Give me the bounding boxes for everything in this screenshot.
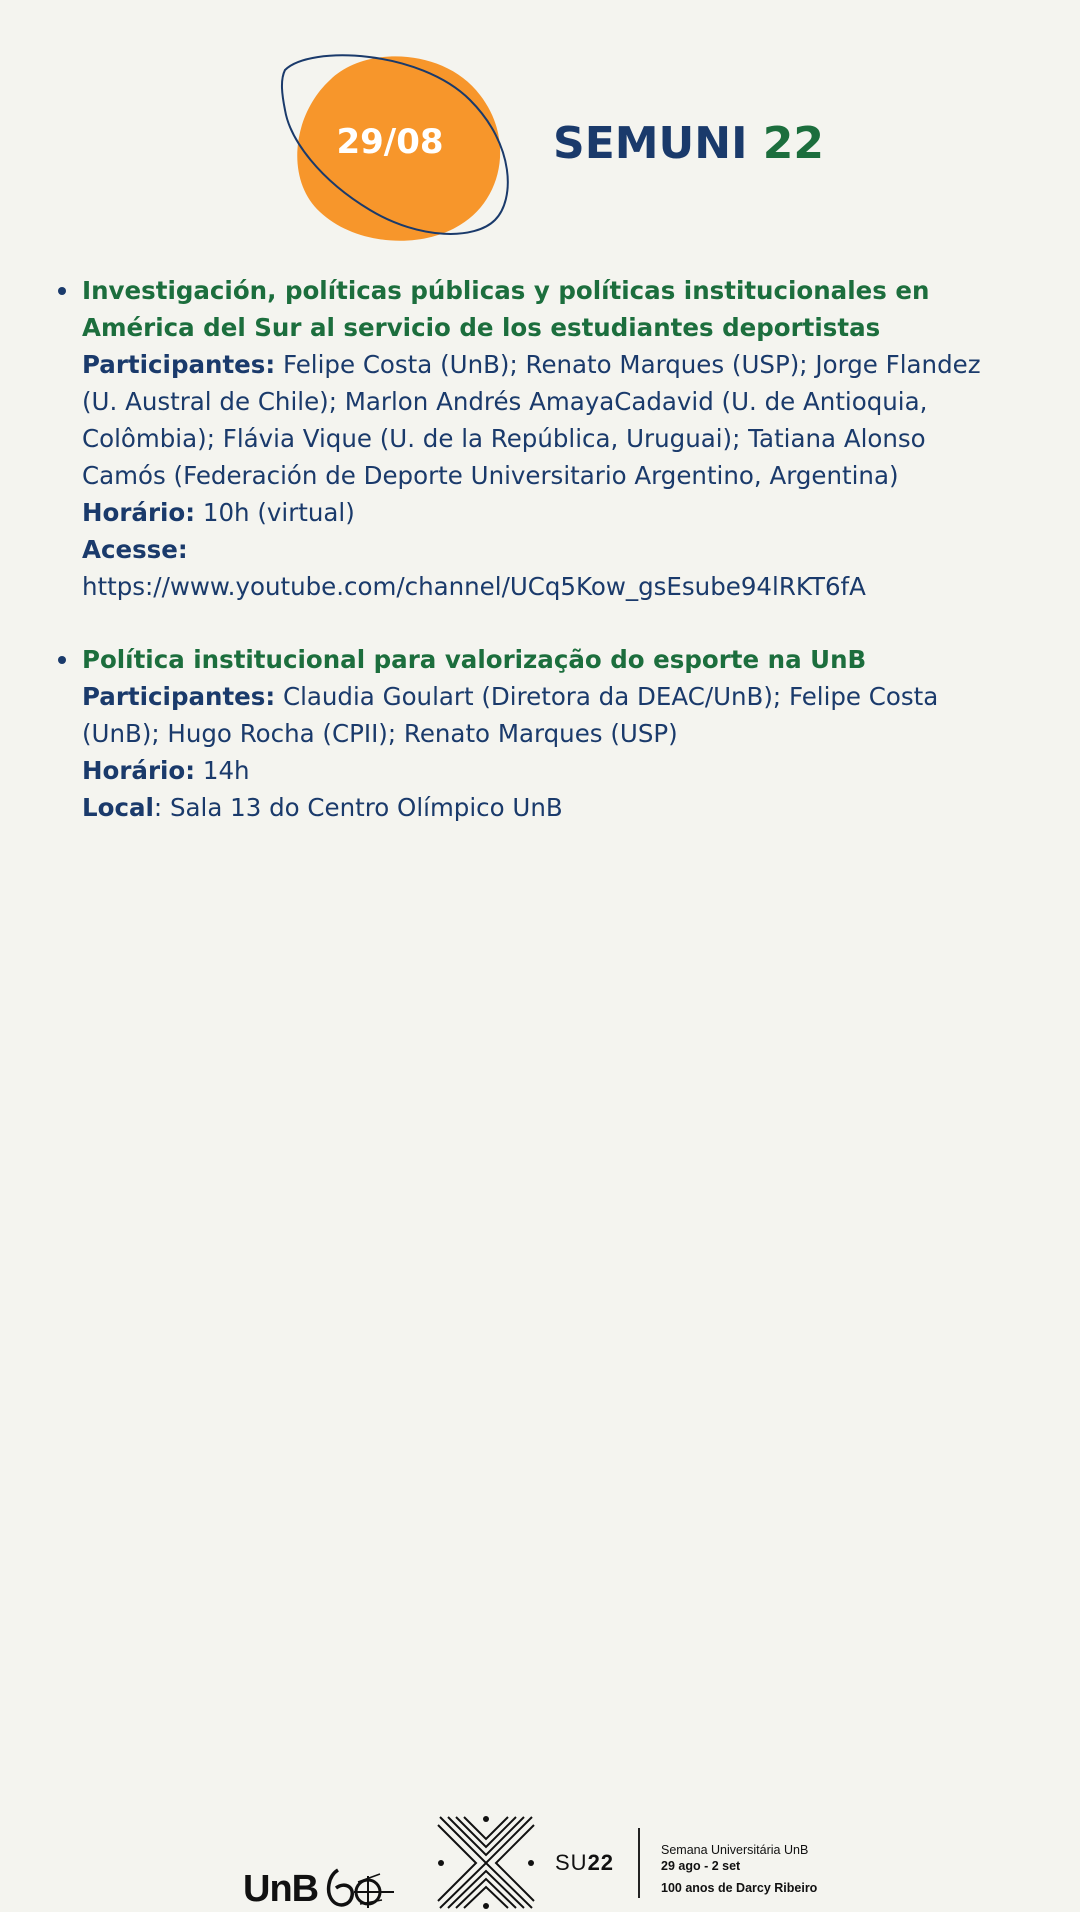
participants-label: Participantes: xyxy=(82,682,276,711)
unb-logo-text: UnB xyxy=(243,1868,319,1910)
unb-60-logo-icon xyxy=(324,1862,396,1912)
place-value: Sala 13 do Centro Olímpico UnB xyxy=(169,793,563,822)
title-number: 22 xyxy=(762,118,825,169)
event-list xyxy=(82,272,1002,826)
place-label: Local xyxy=(82,793,154,822)
su22-mark-icon xyxy=(436,1815,536,1910)
participants-text: Felipe Costa (UnB); Renato Marques (USP); Jorge Flandez (U. Austral de Chile); Marlon Andrés AmayaCadavid (U. de Antioquia, Colômbia); Flávia Vique (U. de la República, Uruguai); Tatiana Alonso Camós (Federación de Deporte Universitario Argentino, Argentina) xyxy=(82,350,981,490)
event-2-place: Local: Sala 13 do Centro Olímpico UnB xyxy=(82,793,563,822)
participants-label: Participantes: xyxy=(82,350,276,379)
su22-label xyxy=(555,1850,614,1876)
divider xyxy=(638,1828,640,1898)
unb-logo xyxy=(243,1868,318,1911)
event-date: 29/08 xyxy=(336,122,444,162)
participants-text: Claudia Goulart (Diretora da DEAC/UnB); Felipe Costa (UnB); Hugo Rocha (CPII); Renato Marques (USP) xyxy=(82,682,939,748)
header xyxy=(0,0,1080,260)
event-1-title: Investigación, políticas públicas y políticas institucionales en América del Sur al servicio de los estudiantes deportistas xyxy=(82,272,1002,346)
title-word: SEMUNI xyxy=(553,118,748,169)
su-prefix: SU xyxy=(555,1850,588,1875)
time-value: 14h xyxy=(202,756,250,785)
time-label: Horário: xyxy=(82,756,196,785)
info-line-3: 100 anos de Darcy Ribeiro xyxy=(661,1881,818,1895)
info-line-1: Semana Universitária UnB xyxy=(661,1843,809,1857)
su-number: 22 xyxy=(587,1850,615,1875)
spacer xyxy=(82,605,1002,641)
time-value: 10h (virtual) xyxy=(202,498,355,527)
page-title xyxy=(553,118,824,169)
event-1-participants xyxy=(82,346,1002,494)
access-label: Acesse: xyxy=(82,535,188,564)
info-line-2: 29 ago - 2 set xyxy=(661,1859,741,1873)
event-2-title: Política institucional para valorização do esporte na UnB xyxy=(82,641,1002,678)
access-link[interactable]: https://www.youtube.com/channel/UCq5Kow_gsEsube94lRKT6fA xyxy=(82,572,866,601)
event-info xyxy=(661,1842,817,1896)
event-1-time xyxy=(82,494,1002,531)
time-label: Horário: xyxy=(82,498,196,527)
footer xyxy=(0,900,1080,1910)
event-2-participants xyxy=(82,678,1002,752)
event-2-time xyxy=(82,752,1002,789)
